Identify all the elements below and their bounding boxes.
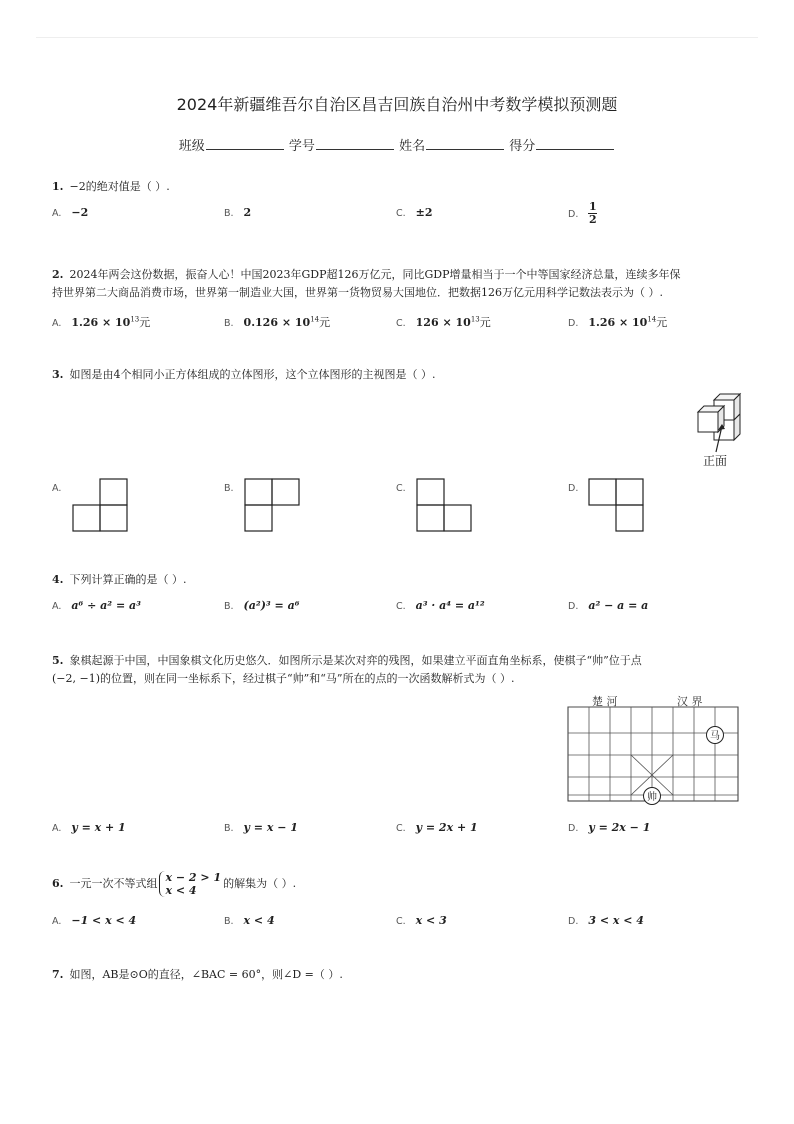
q2-option-d[interactable]: D. $1.26 \times 10^{14}$元 bbox=[568, 315, 668, 329]
q6-option-c[interactable]: C. x < 3 bbox=[396, 914, 447, 927]
fraction: $\frac{1}{2}$ bbox=[589, 200, 597, 226]
front-label: 正面 bbox=[703, 454, 728, 468]
class-label: 班级 bbox=[178, 139, 205, 154]
page-title: 2024年新疆维吾尔自治区昌吉回族自治州中考数学模拟预测题 bbox=[176, 95, 618, 114]
river-left-label: 楚 河 bbox=[592, 695, 618, 708]
q2-option-b[interactable]: B. $0.126 \times 10^{14}$元 bbox=[224, 315, 331, 329]
question-5: 5. 象棋起源于中国，中国象棋文化历史悠久．如图所示是某次对弈的残图，如果建立平面直角坐标系，使棋子“帅”位于点 (−2, −1)的位置，则在同一坐标系下，经过棋子“帅”和“马”所在的点的一次函数解析式为（ ）. bbox=[52, 654, 642, 685]
q1-option-a[interactable]: A. −2 bbox=[52, 206, 89, 219]
q4-option-a[interactable]: A. a⁶ ÷ a² = a³ bbox=[52, 599, 141, 612]
question-number: 1. bbox=[52, 180, 64, 193]
header-rule bbox=[36, 37, 758, 38]
question-2: 2. 2024年两会这份数据，振奋人心！中国2023年GDP超126万亿元，同比GDP增量相当于一个中等国家经济总量，连续多年保 持世界第二大商品消费市场，世界第一制造业大国，世界第一货物贸易大国地位．把数据126万亿元用科学记数法表示为（ ）. bbox=[52, 268, 681, 299]
q3-option-b-figure bbox=[244, 478, 302, 534]
q3-option-a-figure bbox=[72, 478, 130, 534]
q5-option-d[interactable]: D. y = 2x − 1 bbox=[568, 821, 651, 834]
name-label: 姓名 bbox=[399, 139, 426, 154]
svg-text:马: 马 bbox=[710, 731, 720, 742]
chess-board bbox=[562, 697, 742, 809]
q4-option-b[interactable]: B. (a²)³ = a⁶ bbox=[224, 599, 300, 612]
q3-option-c[interactable]: C. bbox=[396, 483, 406, 494]
question-number: 5. bbox=[52, 654, 64, 667]
q1-option-c[interactable]: C. ±2 bbox=[396, 206, 433, 219]
student-info bbox=[0, 135, 794, 154]
question-7: 7. 如图，AB是⊙O的直径，∠BAC = 60°，则∠D =（ ）. bbox=[52, 968, 343, 981]
q5-option-b[interactable]: B. y = x − 1 bbox=[224, 821, 298, 834]
q3-option-a[interactable]: A. bbox=[52, 483, 62, 494]
q6-option-b[interactable]: B. x < 4 bbox=[224, 914, 275, 927]
question-number: 2. bbox=[52, 268, 64, 281]
question-number: 7. bbox=[52, 968, 64, 981]
q3-option-d[interactable]: D. bbox=[568, 483, 579, 494]
id-field[interactable] bbox=[316, 138, 394, 150]
question-1 bbox=[52, 178, 170, 196]
q1-option-b[interactable]: B. 2 bbox=[224, 206, 252, 219]
score-field[interactable] bbox=[536, 138, 614, 150]
svg-text:帅: 帅 bbox=[647, 792, 657, 803]
river-right-label: 汉 界 bbox=[677, 695, 703, 708]
q3-option-b[interactable]: B. bbox=[224, 483, 234, 494]
cube-figure bbox=[694, 392, 744, 444]
class-field[interactable] bbox=[206, 138, 284, 150]
question-number: 4. bbox=[52, 573, 64, 586]
question-6: 6. 一元一次不等式组 x − 2 > 1 x < 4 的解集为（ ）. bbox=[52, 871, 297, 897]
question-number: 3. bbox=[52, 368, 64, 381]
id-label: 学号 bbox=[288, 139, 315, 154]
q6-option-a[interactable]: A. −1 < x < 4 bbox=[52, 914, 137, 927]
q1-option-d[interactable]: D. $\frac{1}{2}$ bbox=[568, 200, 597, 226]
question-3: 3. 如图是由4个相同小正方体组成的立体图形，这个立体图形的主视图是（ ）. bbox=[52, 368, 436, 381]
q2-option-c[interactable]: C. $126 \times 10^{13}$元 bbox=[396, 315, 491, 329]
q3-option-c-figure bbox=[416, 478, 474, 534]
q2-option-a[interactable]: A. $1.26 \times 10^{13}$元 bbox=[52, 315, 151, 329]
question-4: 4. 下列计算正确的是（ ）. bbox=[52, 573, 187, 586]
question-text: −2的绝对值是（ ）. bbox=[69, 180, 170, 193]
score-label: 得分 bbox=[509, 139, 536, 154]
q3-option-d-figure bbox=[588, 478, 646, 534]
q5-option-a[interactable]: A. y = x + 1 bbox=[52, 821, 126, 834]
question-number: 6. bbox=[52, 877, 64, 890]
inequality-system: x − 2 > 1 x < 4 bbox=[159, 871, 221, 897]
q4-option-d[interactable]: D. a² − a = a bbox=[568, 599, 649, 612]
q5-option-c[interactable]: C. y = 2x + 1 bbox=[396, 821, 478, 834]
q6-option-d[interactable]: D. 3 < x < 4 bbox=[568, 914, 644, 927]
q4-option-c[interactable]: C. a³ · a⁴ = a¹² bbox=[396, 599, 485, 612]
name-field[interactable] bbox=[426, 138, 504, 150]
